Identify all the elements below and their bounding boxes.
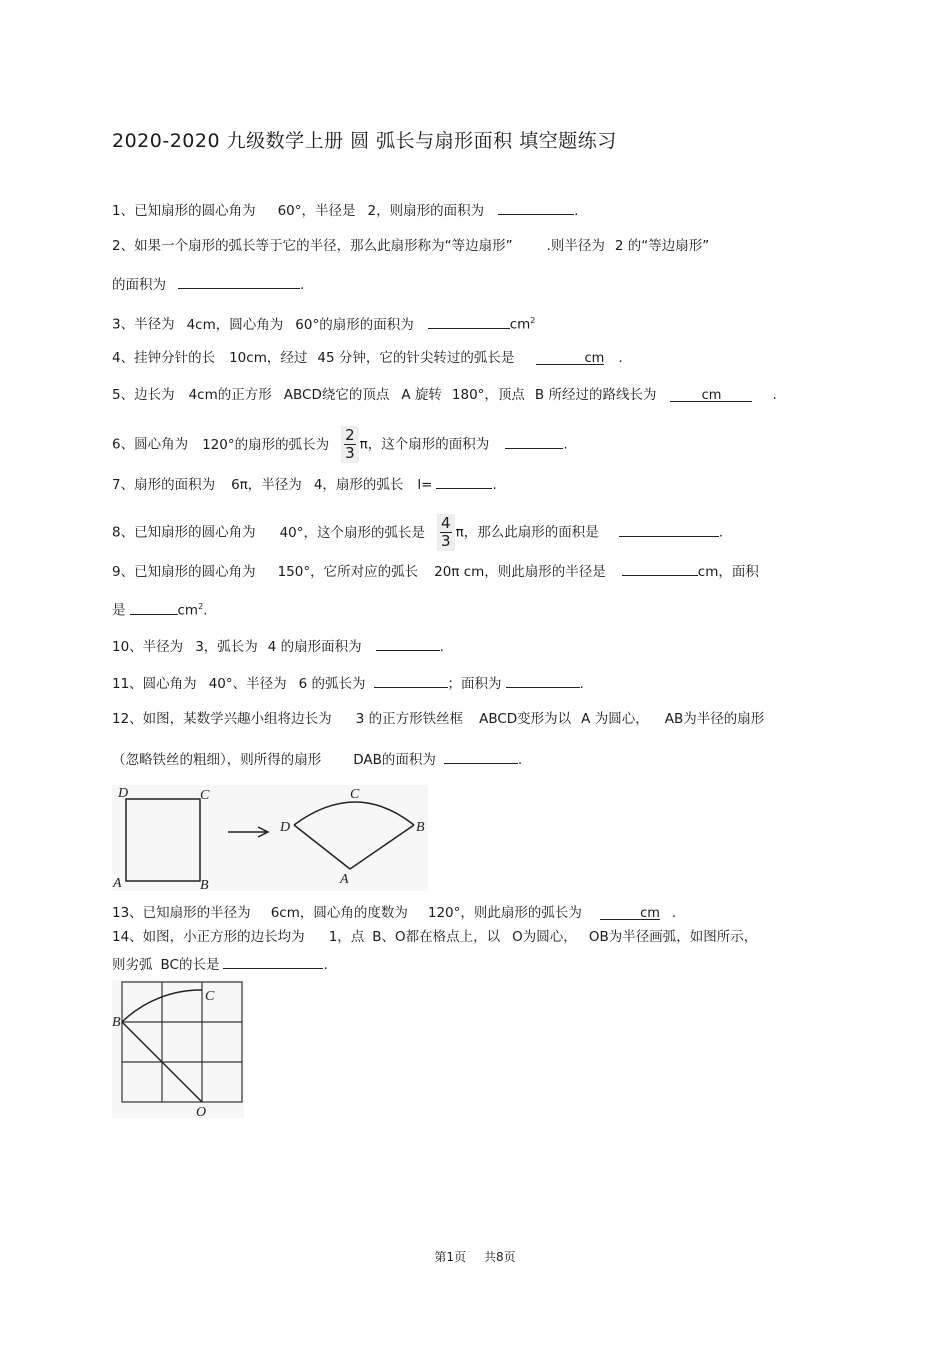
answer-blank[interactable] bbox=[600, 904, 660, 920]
q6-text: 120°的扇形的弧长为 bbox=[202, 436, 330, 453]
q7-text: . bbox=[492, 477, 497, 493]
question-2 bbox=[112, 236, 709, 256]
q5-text: B 所经过的路线长为 bbox=[534, 387, 657, 403]
q12-text: 3 的正方形铁丝框 bbox=[355, 711, 464, 727]
q6-text: . bbox=[563, 436, 568, 453]
q7-text: 6π，半径为 bbox=[231, 477, 302, 493]
q11-text: 11、圆心角为 bbox=[112, 676, 197, 692]
answer-blank[interactable] bbox=[536, 349, 604, 365]
question-7 bbox=[112, 473, 497, 495]
q14-text: B、O都在格点上，以 bbox=[372, 929, 501, 945]
answer-blank[interactable] bbox=[374, 672, 448, 688]
question-8 bbox=[112, 514, 723, 551]
answer-blank[interactable] bbox=[619, 521, 719, 537]
question-5 bbox=[112, 385, 777, 405]
q12-text: DAB的面积为 bbox=[353, 752, 436, 768]
q6-text: π，这个扇形的面积为 bbox=[359, 436, 490, 453]
answer-blank[interactable] bbox=[622, 560, 698, 576]
fraction-numerator: 2 bbox=[345, 426, 355, 444]
q9-text: 20π cm，则此扇形的半径是 bbox=[434, 564, 606, 580]
q10-text: . bbox=[439, 639, 444, 655]
q1-text: 1、已知扇形的圆心角为 bbox=[112, 203, 256, 219]
q12-text: AB为半径的扇形 bbox=[664, 711, 765, 727]
question-12 bbox=[112, 709, 764, 729]
q11-text: . bbox=[579, 676, 584, 692]
q10-text: 3，弧长为 bbox=[195, 639, 258, 655]
page-footer bbox=[0, 1248, 950, 1265]
q5-text: 180°，顶点 bbox=[451, 387, 525, 403]
q14-text: 1，点 bbox=[328, 929, 365, 945]
q2-text: .则半径为 bbox=[546, 238, 605, 254]
q8-text: 40°，这个扇形的弧长是 bbox=[279, 524, 426, 541]
q2-text: 2 的“等边扇形” bbox=[614, 238, 710, 254]
answer-blank[interactable] bbox=[498, 199, 574, 215]
fraction bbox=[437, 514, 455, 551]
q9-text: . bbox=[203, 602, 208, 619]
label-b: B bbox=[416, 820, 425, 835]
answer-blank[interactable] bbox=[444, 748, 518, 764]
page-number: 第1页 bbox=[434, 1250, 466, 1264]
q3-unit-sup: 2 bbox=[530, 316, 536, 325]
q1-text: 60°，半径是 bbox=[277, 203, 356, 219]
q3-unit: cm bbox=[509, 316, 531, 333]
q8-text: . bbox=[718, 524, 724, 541]
question-9 bbox=[112, 560, 759, 582]
q10-text: 10、半径为 bbox=[112, 639, 184, 655]
q11-text: 40°、半径为 bbox=[208, 676, 287, 692]
fraction-denominator: 3 bbox=[345, 444, 355, 462]
q11-text: 6 的弧长为 bbox=[298, 676, 366, 692]
square-to-sector-figure bbox=[112, 785, 428, 891]
question-14 bbox=[112, 927, 757, 947]
q14-text: BC的长是 bbox=[160, 957, 220, 973]
q11-text: ；面积为 bbox=[447, 676, 502, 692]
q6-text: 6、圆心角为 bbox=[112, 436, 189, 453]
q12-text: . bbox=[517, 752, 523, 768]
q13-unit: cm bbox=[640, 906, 660, 921]
question-4 bbox=[112, 348, 623, 368]
q4-unit: cm bbox=[584, 351, 605, 366]
page-total: 共8页 bbox=[484, 1250, 516, 1264]
label-c: C bbox=[350, 787, 360, 802]
question-14-cont bbox=[112, 953, 328, 975]
answer-blank[interactable] bbox=[505, 433, 563, 449]
q5-text: . bbox=[772, 387, 777, 403]
q5-text: 4cm的正方形 bbox=[188, 387, 272, 403]
answer-blank[interactable] bbox=[223, 953, 323, 969]
q10-text: 4 的扇形面积为 bbox=[267, 639, 362, 655]
label-a: A bbox=[340, 872, 349, 887]
question-10 bbox=[112, 635, 444, 657]
q5-text: 5、边长为 bbox=[112, 387, 175, 403]
q9-text: 9、已知扇形的圆心角为 bbox=[112, 564, 256, 580]
q14-text: O为圆心， bbox=[512, 929, 577, 945]
question-9-cont bbox=[112, 597, 207, 621]
q14-text: OB为半径画弧，如图所示， bbox=[588, 929, 758, 945]
answer-blank[interactable] bbox=[670, 386, 752, 402]
grid-arc-figure bbox=[112, 980, 244, 1118]
label-b: B bbox=[200, 878, 209, 891]
q7-text: 7、扇形的面积为 bbox=[112, 477, 216, 493]
q3-text: 60°的扇形的面积为 bbox=[295, 316, 414, 333]
q1-text: 2，则扇形的面积为 bbox=[367, 203, 485, 219]
q3-text: 4cm，圆心角为 bbox=[186, 316, 284, 333]
answer-blank[interactable] bbox=[506, 672, 580, 688]
q13-text: . bbox=[671, 905, 677, 921]
fraction bbox=[341, 426, 359, 463]
q2-text: 2、如果一个扇形的弧长等于它的半径，那么此扇形称为“等边扇形” bbox=[112, 238, 513, 254]
question-12-cont bbox=[112, 748, 522, 770]
label-b: B bbox=[112, 1015, 121, 1030]
q14-text: 则劣弧 bbox=[112, 957, 153, 973]
q8-text: π，那么此扇形的面积是 bbox=[455, 524, 599, 541]
q8-text: 8、已知扇形的圆心角为 bbox=[112, 524, 256, 541]
label-o: O bbox=[196, 1105, 207, 1118]
q5-text: A 旋转 bbox=[401, 387, 442, 403]
question-13 bbox=[112, 903, 676, 923]
fraction-numerator: 4 bbox=[441, 514, 451, 532]
q13-text: 6cm，圆心角的度数为 bbox=[270, 905, 408, 921]
q7-text: l= bbox=[417, 477, 433, 493]
q1-text: . bbox=[574, 203, 579, 219]
q9-text: 150°，它所对应的弧长 bbox=[277, 564, 419, 580]
q13-text: 13、已知扇形的半径为 bbox=[112, 905, 251, 921]
q2-text: . bbox=[300, 277, 305, 293]
question-2-cont bbox=[112, 273, 304, 295]
q2-text: 的面积为 bbox=[112, 277, 166, 293]
question-11 bbox=[112, 672, 584, 694]
label-a: A bbox=[113, 876, 122, 891]
label-d: D bbox=[280, 820, 291, 835]
label-d: D bbox=[118, 786, 129, 801]
answer-blank[interactable] bbox=[428, 313, 510, 329]
answer-blank[interactable] bbox=[178, 273, 300, 289]
q5-unit: cm bbox=[701, 388, 722, 403]
q9-unit: cm bbox=[177, 602, 199, 619]
q4-text: 45 分钟，它的针尖转过的弧长是 bbox=[317, 350, 515, 366]
q7-text: 4，扇形的弧长 bbox=[313, 477, 404, 493]
answer-blank[interactable] bbox=[376, 635, 440, 651]
q9-unit-sup: 2 bbox=[198, 602, 204, 611]
answer-blank[interactable] bbox=[436, 473, 492, 489]
q5-text: ABCD绕它的顶点 bbox=[283, 387, 390, 403]
question-6 bbox=[112, 426, 568, 463]
label-c: C bbox=[200, 788, 210, 803]
q12-text: 12、如图，某数学兴趣小组将边长为 bbox=[112, 711, 332, 727]
q9-text: cm，面积 bbox=[697, 564, 759, 580]
q9-text: 是 bbox=[112, 602, 126, 619]
q14-text: . bbox=[323, 957, 328, 973]
q4-text: 10cm，经过 bbox=[229, 350, 308, 366]
q12-text: ABCD变形为以 bbox=[479, 711, 572, 727]
q3-text: 3、半径为 bbox=[112, 316, 175, 333]
q14-text: 14、如图，小正方形的边长均为 bbox=[112, 929, 305, 945]
label-c: C bbox=[205, 989, 215, 1004]
q12-text: A 为圆心， bbox=[581, 711, 649, 727]
question-1 bbox=[112, 199, 578, 221]
fraction-denominator: 3 bbox=[441, 532, 451, 550]
answer-blank[interactable] bbox=[130, 599, 178, 615]
q4-text: 4、挂钟分针的长 bbox=[112, 350, 216, 366]
q13-text: 120°，则此扇形的弧长为 bbox=[427, 905, 582, 921]
question-3 bbox=[112, 311, 535, 335]
page-title: 2020-2020 九级数学上册 圆 弧长与扇形面积 填空题练习 bbox=[112, 130, 617, 152]
q4-text: . bbox=[618, 350, 623, 366]
q12-text: （忽略铁丝的粗细），则所得的扇形 bbox=[112, 752, 322, 768]
